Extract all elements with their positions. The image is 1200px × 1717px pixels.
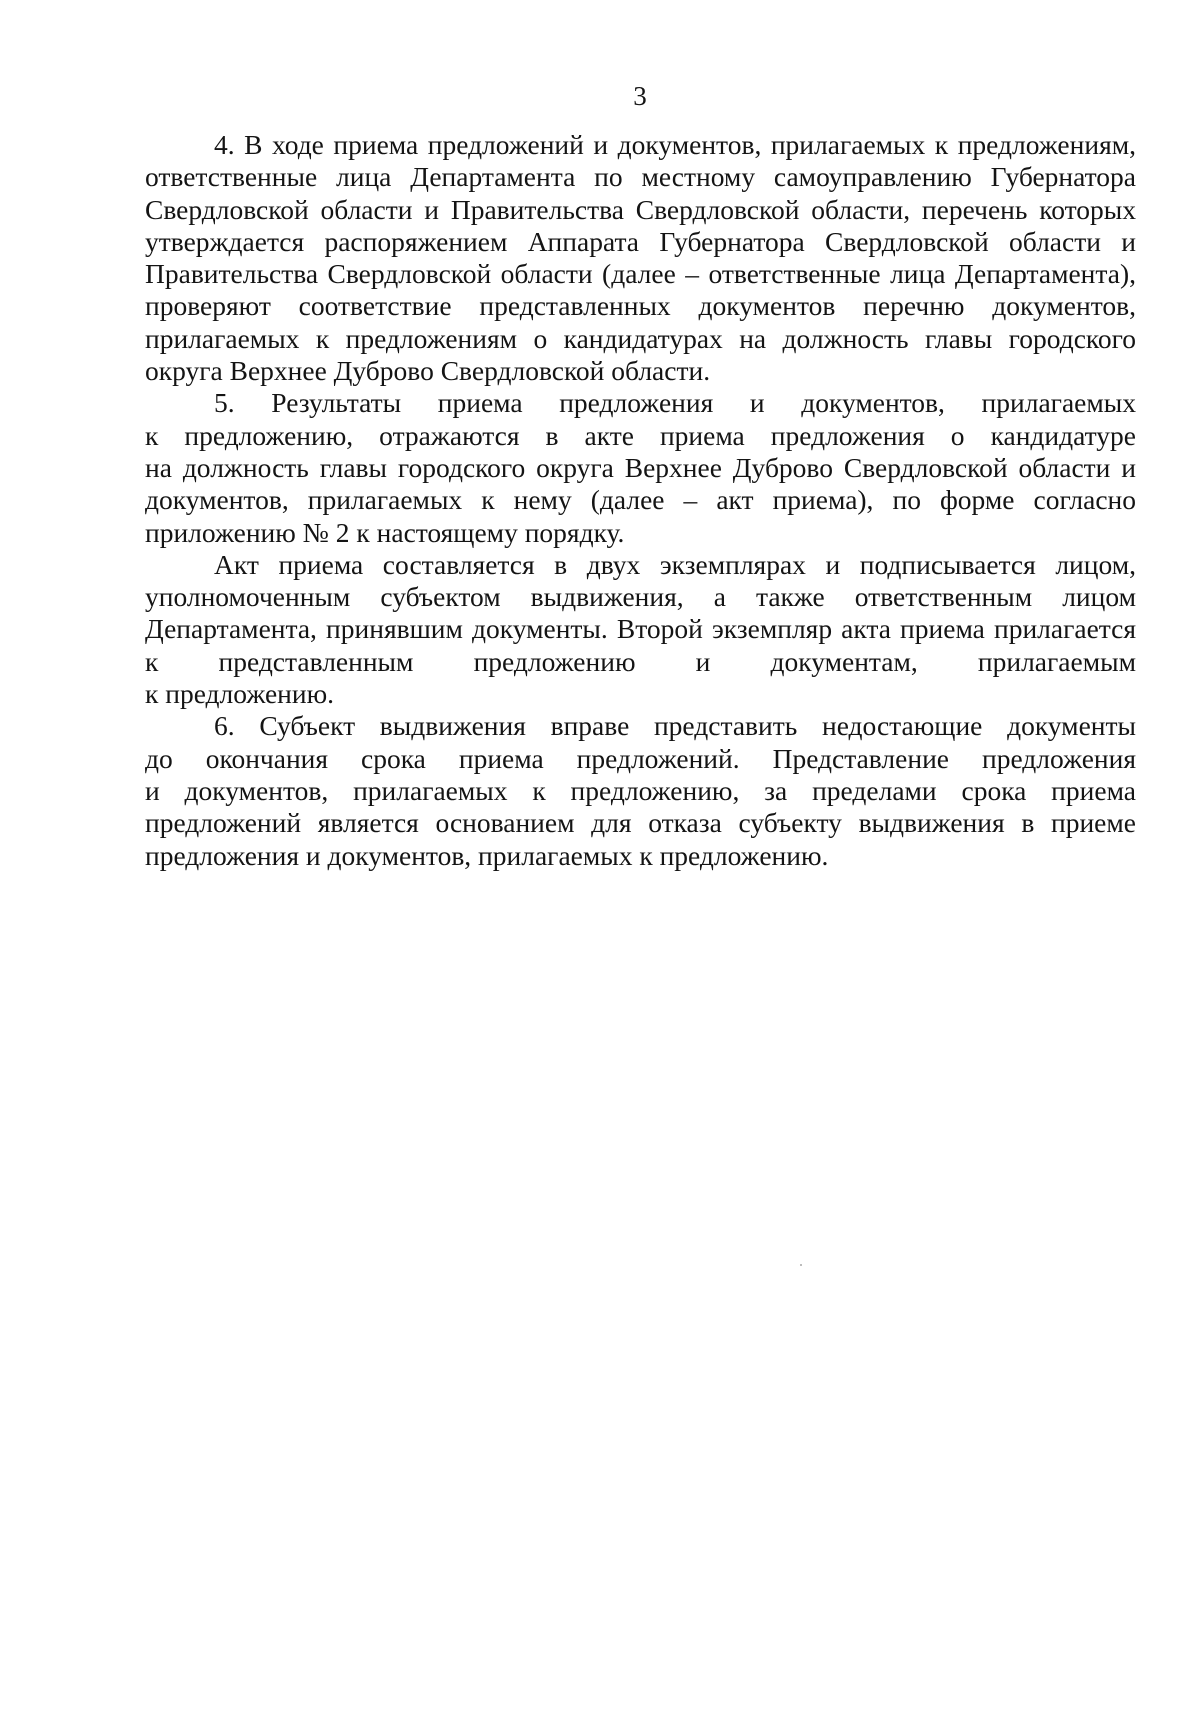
text-line: ответственные лица Департамента по местному самоуправлению Губернатора (145, 161, 1136, 193)
text-line: Акт приема составляется в двух экземплярах и подписывается лицом, (214, 548, 1136, 580)
paragraph-section-6 (145, 710, 1136, 871)
text-line: к предложению, отражаются в акте приема предложения о кандидатуре (145, 419, 1136, 451)
text-line: 5. Результаты приема предложения и документов, прилагаемых (214, 387, 1136, 419)
text-line: на должность главы городского округа Верхнее Дуброво Свердловской области и (145, 451, 1136, 483)
text-line: приложению № 2 к настоящему порядку. (145, 516, 625, 548)
text-line: 6. Субъект выдвижения вправе представить недостающие документы (214, 710, 1136, 742)
text-line: округа Верхнее Дуброво Свердловской области. (145, 355, 711, 387)
text-line: Свердловской области и Правительства Свердловской области, перечень которых (145, 193, 1136, 225)
text-line: и документов, прилагаемых к предложению, за пределами срока приема (145, 774, 1136, 806)
text-line: утверждается распоряжением Аппарата Губернатора Свердловской области и (145, 225, 1136, 257)
text-line: проверяют соответствие представленных документов перечню документов, (145, 290, 1136, 322)
page-number: 3 (633, 81, 647, 111)
text-line: предложений является основанием для отказа субъекту выдвижения в приеме (145, 807, 1136, 839)
text-line: до окончания срока приема предложений. Представление предложения (145, 742, 1136, 774)
text-line: уполномоченным субъектом выдвижения, а также ответственным лицом (145, 581, 1136, 613)
text-line: Правительства Свердловской области (далее – ответственные лица Департамента), (145, 258, 1136, 290)
text-line: 4. В ходе приема предложений и документов, прилагаемых к предложениям, (214, 129, 1136, 160)
text-line: к предложению. (145, 678, 335, 710)
text-line: Департамента, принявшим документы. Второй экземпляр акта приема прилагается (145, 613, 1136, 645)
text-line: к представленным предложению и документам, прилагаемым (145, 645, 1136, 677)
text-line: предложения и документов, прилагаемых к предложению. (145, 839, 829, 871)
paragraph-section-5 (145, 387, 1136, 548)
scan-speck (800, 1264, 802, 1266)
paragraph-section-5-act (145, 549, 1136, 710)
text-line: документов, прилагаемых к нему (далее – акт приема), по форме согласно (145, 484, 1136, 516)
document-body (145, 129, 1136, 872)
paragraph-section-4 (145, 129, 1136, 387)
text-line: прилагаемых к предложениям о кандидатурах на должность главы городского (145, 322, 1136, 354)
